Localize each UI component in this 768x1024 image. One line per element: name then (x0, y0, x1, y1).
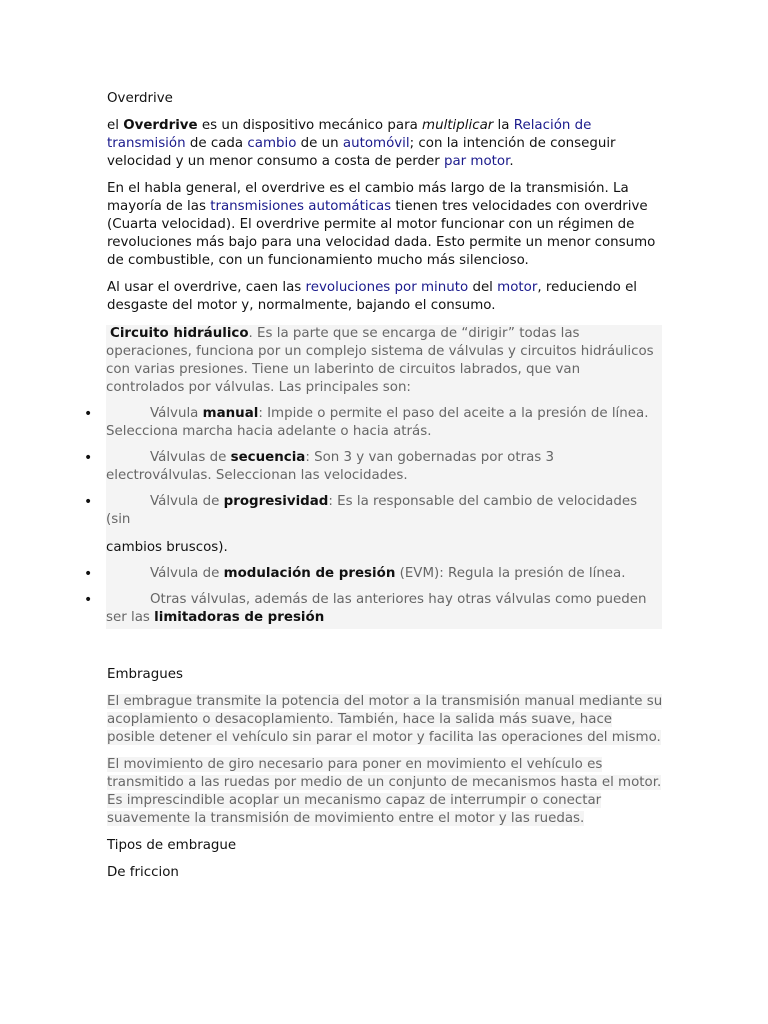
heading-tipos-embrague: Tipos de embrague (107, 838, 237, 853)
bold-term: secuencia (230, 450, 306, 465)
link-transmisiones-automaticas[interactable]: transmisiones automáticas (210, 199, 392, 214)
paragraph-embrague-definition (107, 693, 663, 747)
text: ; con la intención de conseguir velocidad y un menor consumo a costa de perder (107, 136, 616, 169)
text: : Son 3 y van gobernadas por otras 3 electroválvulas. Seleccionan las velocidades. (106, 450, 555, 483)
heading-de-friccion: De friccion (107, 865, 179, 880)
hydraulic-intro (106, 325, 662, 405)
paragraph-embrague-movimiento (107, 756, 663, 828)
link-relacion-transmision[interactable]: Relación de transmisión (107, 118, 592, 151)
list-item (84, 449, 662, 485)
paragraph-overdrive-definition (107, 117, 663, 171)
text: Válvulas de (150, 450, 231, 465)
document-page (84, 90, 663, 891)
italic-term: multiplicar (422, 118, 494, 133)
hydraulic-circuit-block (84, 325, 662, 629)
text: : Es la responsable del cambio de velocidades (sin (106, 494, 638, 527)
text: el (107, 118, 124, 133)
text: tienen tres velocidades con overdrive (Cuarta velocidad). El overdrive permite al motor funcionar con un régimen de revoluciones más bajo para una velocidad dada. Esto permite un menor consumo de combustible, con un funcionamiento mucho más silencioso. (107, 199, 656, 268)
list-continuation: cambios bruscos). (106, 540, 228, 555)
text: : Impide o permite el paso del aceite a la presión de línea. Selecciona marcha hacia adelante o hacia atrás. (106, 406, 649, 439)
paragraph-overdrive-general (107, 180, 663, 270)
list-item (84, 405, 662, 441)
valve-list-continued (84, 565, 662, 629)
link-revoluciones-por-minuto[interactable]: revoluciones por minuto (305, 280, 469, 295)
text: Válvula (150, 406, 203, 421)
valve-list (84, 405, 662, 529)
text: de cada (185, 136, 248, 151)
text: El embrague transmite la potencia del motor a la transmisión manual mediante su acoplamiento o desacoplamiento. También, hace la salida más suave, hace posible detener el vehículo sin parar el motor y facilita las operaciones del mismo. (107, 694, 663, 745)
link-automovil[interactable]: automóvil (342, 136, 410, 151)
link-par-motor[interactable]: par motor (443, 154, 510, 169)
list-item (84, 493, 662, 529)
text: de un (296, 136, 343, 151)
bullet-icon: • (84, 494, 93, 510)
text: es un dispositivo mecánico para (197, 118, 423, 133)
bold-term: Overdrive (123, 118, 198, 133)
text: . (509, 154, 514, 169)
bold-term: limitadoras de presión (154, 610, 325, 625)
list-item (84, 565, 662, 583)
bold-term: progresividad (223, 494, 329, 509)
text: En el habla general, el overdrive es el cambio más largo de la transmisión. La mayoría de las (107, 181, 629, 214)
bullet-icon: • (84, 566, 93, 582)
text: (EVM): Regula la presión de línea. (395, 566, 626, 581)
text: Otras válvulas, además de las anteriores hay otras válvulas como pueden ser las (106, 592, 647, 625)
text: , reduciendo el desgaste del motor y, normalmente, bajando el consumo. (107, 280, 638, 313)
bullet-icon: • (84, 406, 93, 422)
link-motor[interactable]: motor (497, 280, 538, 295)
text: Válvula de (150, 566, 224, 581)
list-item (84, 591, 662, 629)
bold-term: manual (202, 406, 259, 421)
text: El movimiento de giro necesario para poner en movimiento el vehículo es transmitido a las ruedas por medio de un conjunto de mecanismos hasta el motor. Es imprescindible acoplar un mecanismo capaz de interrumpir o conectar suavemente la transmisión de movimiento entre el motor y las ruedas. (107, 757, 662, 826)
bold-term: Circuito hidráulico (110, 326, 249, 341)
heading-overdrive: Overdrive (107, 91, 173, 106)
bullet-icon: • (84, 450, 93, 466)
text: la (493, 118, 514, 133)
text: Válvula de (150, 494, 224, 509)
bullet-icon: • (84, 592, 93, 608)
bold-term: modulación de presión (223, 566, 396, 581)
link-cambio[interactable]: cambio (247, 136, 297, 151)
text: del (468, 280, 498, 295)
text: . Es la parte que se encarga de “dirigir” todas las operaciones, funciona por un complejo sistema de válvulas y circuitos hidráulicos con varias presiones. Tiene un laberinto de circuitos labrados, que van controlados por válvulas. Las principales son: (106, 326, 654, 395)
heading-embragues: Embragues (107, 667, 183, 682)
paragraph-overdrive-usage (107, 279, 663, 315)
text: Al usar el overdrive, caen las (107, 280, 306, 295)
